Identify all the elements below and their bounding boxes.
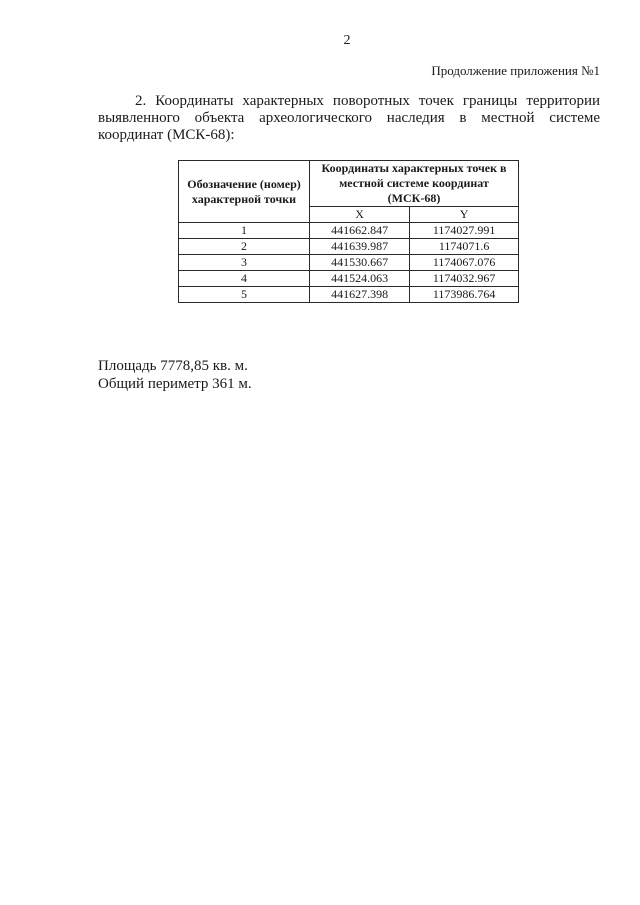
cell-y: 1174067.076 [410, 255, 519, 271]
summary-block [98, 357, 252, 393]
header-point: Обозначение (номер) характерной точки [179, 161, 310, 223]
cell-y: 1173986.764 [410, 287, 519, 303]
cell-point: 2 [179, 239, 310, 255]
cell-x: 441662.847 [310, 223, 410, 239]
table-header-row [179, 161, 519, 207]
cell-point: 4 [179, 271, 310, 287]
cell-y: 1174027.991 [410, 223, 519, 239]
header-y: Y [410, 207, 519, 223]
area-text: Площадь 7778,85 кв. м. [98, 358, 248, 374]
coordinates-table [178, 160, 519, 303]
perimeter-text: Общий периметр 361 м. [98, 376, 252, 392]
cell-point: 5 [179, 287, 310, 303]
cell-point: 1 [179, 223, 310, 239]
header-x: X [310, 207, 410, 223]
cell-y: 1174071.6 [410, 239, 519, 255]
appendix-note: Продолжение приложения №1 [431, 63, 600, 78]
table-row [179, 271, 519, 287]
cell-y: 1174032.967 [410, 271, 519, 287]
cell-x: 441639.987 [310, 239, 410, 255]
cell-x: 441530.667 [310, 255, 410, 271]
coordinates-intro-paragraph: 2. Координаты характерных поворотных точек границы территории выявленного объекта археологического наследия в местной системе координат (МСК-68): [98, 93, 600, 143]
table-row [179, 255, 519, 271]
cell-x: 441524.063 [310, 271, 410, 287]
table-row [179, 223, 519, 239]
cell-point: 3 [179, 255, 310, 271]
cell-x: 441627.398 [310, 287, 410, 303]
page-number: 2 [343, 33, 351, 48]
header-coords: Координаты характерных точек в местной системе координат (МСК-68) [310, 161, 519, 207]
table-row [179, 239, 519, 255]
table-row [179, 287, 519, 303]
